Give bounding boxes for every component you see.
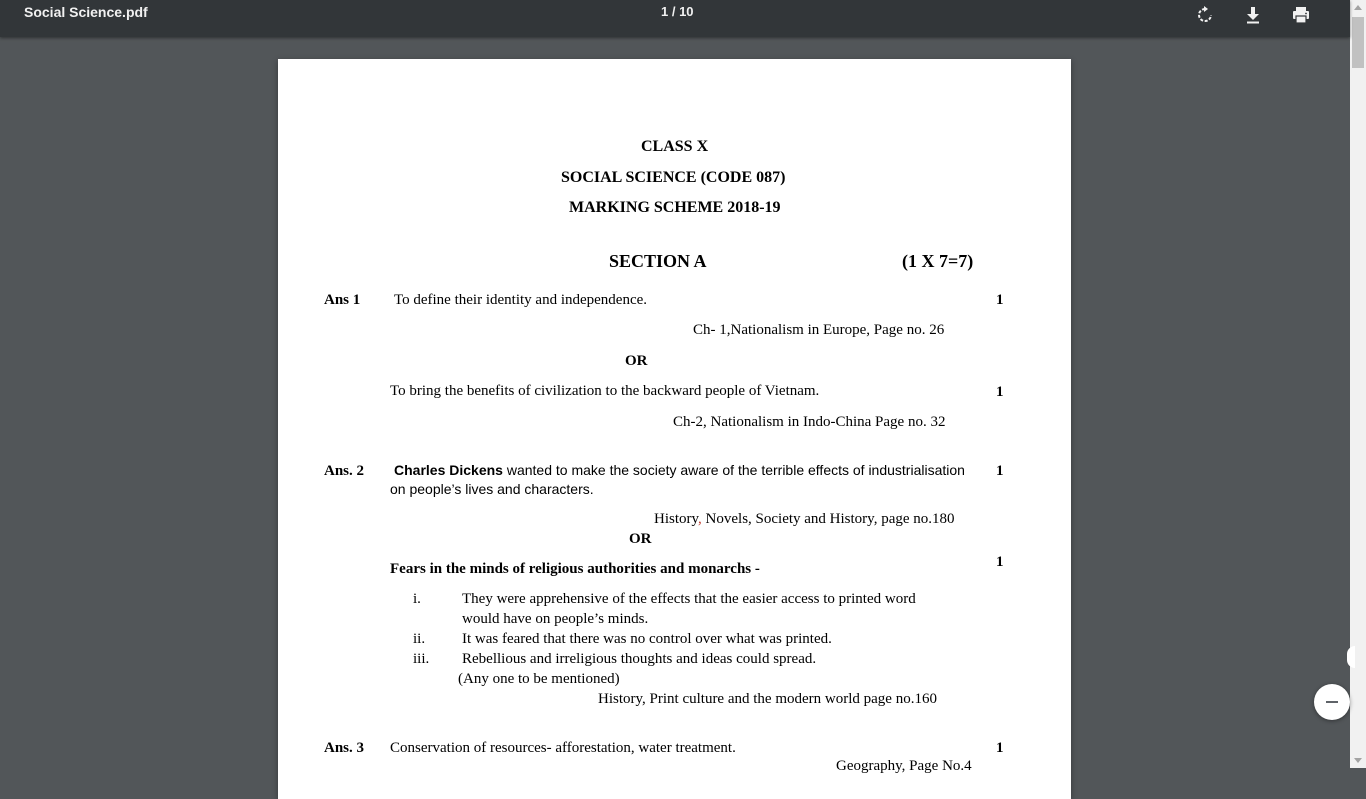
ans1-mark: 1: [996, 292, 1004, 308]
point-text: They were apprehensive of the effects that the easier access to printed word: [462, 591, 916, 607]
point-number: i.: [413, 591, 421, 607]
ans1-alt-mark: 1: [996, 384, 1004, 400]
download-icon[interactable]: [1240, 2, 1266, 28]
ans2-reference: [654, 510, 955, 528]
ans2-text-rest: wanted to make the society aware of the terrible effects of industrialisation: [502, 462, 965, 478]
pdf-page: [278, 59, 1071, 799]
ans1-label: Ans 1: [324, 292, 361, 308]
section-title: SECTION A: [609, 251, 707, 271]
ans1-reference: Ch- 1,Nationalism in Europe, Page no. 26: [693, 322, 945, 338]
header-class: CLASS X: [641, 138, 709, 155]
side-panel-handle[interactable]: [1347, 646, 1355, 668]
point-text: It was feared that there was no control over what was printed.: [462, 631, 832, 647]
point-text-cont: would have on people’s minds.: [462, 611, 649, 627]
rotate-icon[interactable]: [1192, 2, 1218, 28]
ans1-text: To define their identity and independence.: [394, 292, 648, 308]
ans2-note: (Any one to be mentioned): [458, 671, 620, 687]
print-icon[interactable]: [1288, 2, 1314, 28]
minus-icon: [1326, 701, 1338, 703]
ans2-text: [394, 461, 965, 480]
document-title: Social Science.pdf: [24, 4, 148, 20]
ans2-alt-reference: History, Print culture and the modern world page no.160: [598, 691, 937, 707]
scroll-up-arrow-icon[interactable]: [1354, 5, 1362, 10]
pdf-toolbar: [0, 0, 1350, 37]
ans2-ref-part2: Novels, Society and History, page no.180: [701, 511, 955, 527]
ans2-ref-separator: ,: [698, 511, 702, 527]
ans1-alt-reference: Ch-2, Nationalism in Indo-China Page no. 32: [673, 414, 946, 430]
ans2-or: OR: [629, 531, 652, 547]
section-marks: (1 X 7=7): [902, 251, 974, 271]
ans1-or: OR: [625, 353, 648, 369]
scroll-down-arrow-icon[interactable]: [1354, 758, 1362, 763]
ans3-label: Ans. 3: [324, 740, 365, 756]
ans2-name: Charles Dickens: [394, 462, 503, 478]
ans2-answer: [394, 462, 965, 478]
ans2-label: Ans. 2: [324, 463, 365, 479]
ans2-alt-mark: 1: [996, 554, 1004, 570]
ans2-ref-part1: History: [654, 511, 699, 527]
ans2-mark: 1: [996, 463, 1004, 479]
point-text: Rebellious and irreligious thoughts and ideas could spread.: [462, 651, 817, 667]
ans1-alt-text: To bring the benefits of civilization to the backward people of Vietnam.: [390, 383, 820, 399]
scrollbar-thumb[interactable]: [1352, 17, 1364, 68]
point-number: iii.: [413, 651, 430, 667]
point-number: ii.: [413, 631, 426, 647]
ans2-alt-heading: Fears in the minds of religious authorities and monarchs -: [390, 561, 760, 577]
ans3-reference: Geography, Page No.4: [836, 758, 972, 774]
ans3-mark: 1: [996, 740, 1004, 756]
page-indicator[interactable]: 1 / 10: [661, 4, 694, 19]
zoom-out-button[interactable]: [1314, 684, 1350, 720]
ans2-text-line2: on people’s lives and characters.: [390, 481, 594, 497]
header-scheme: MARKING SCHEME 2018-19: [569, 199, 781, 216]
header-subject: SOCIAL SCIENCE (CODE 087): [561, 169, 786, 186]
ans3-text: Conservation of resources- afforestation, water treatment.: [390, 740, 736, 756]
